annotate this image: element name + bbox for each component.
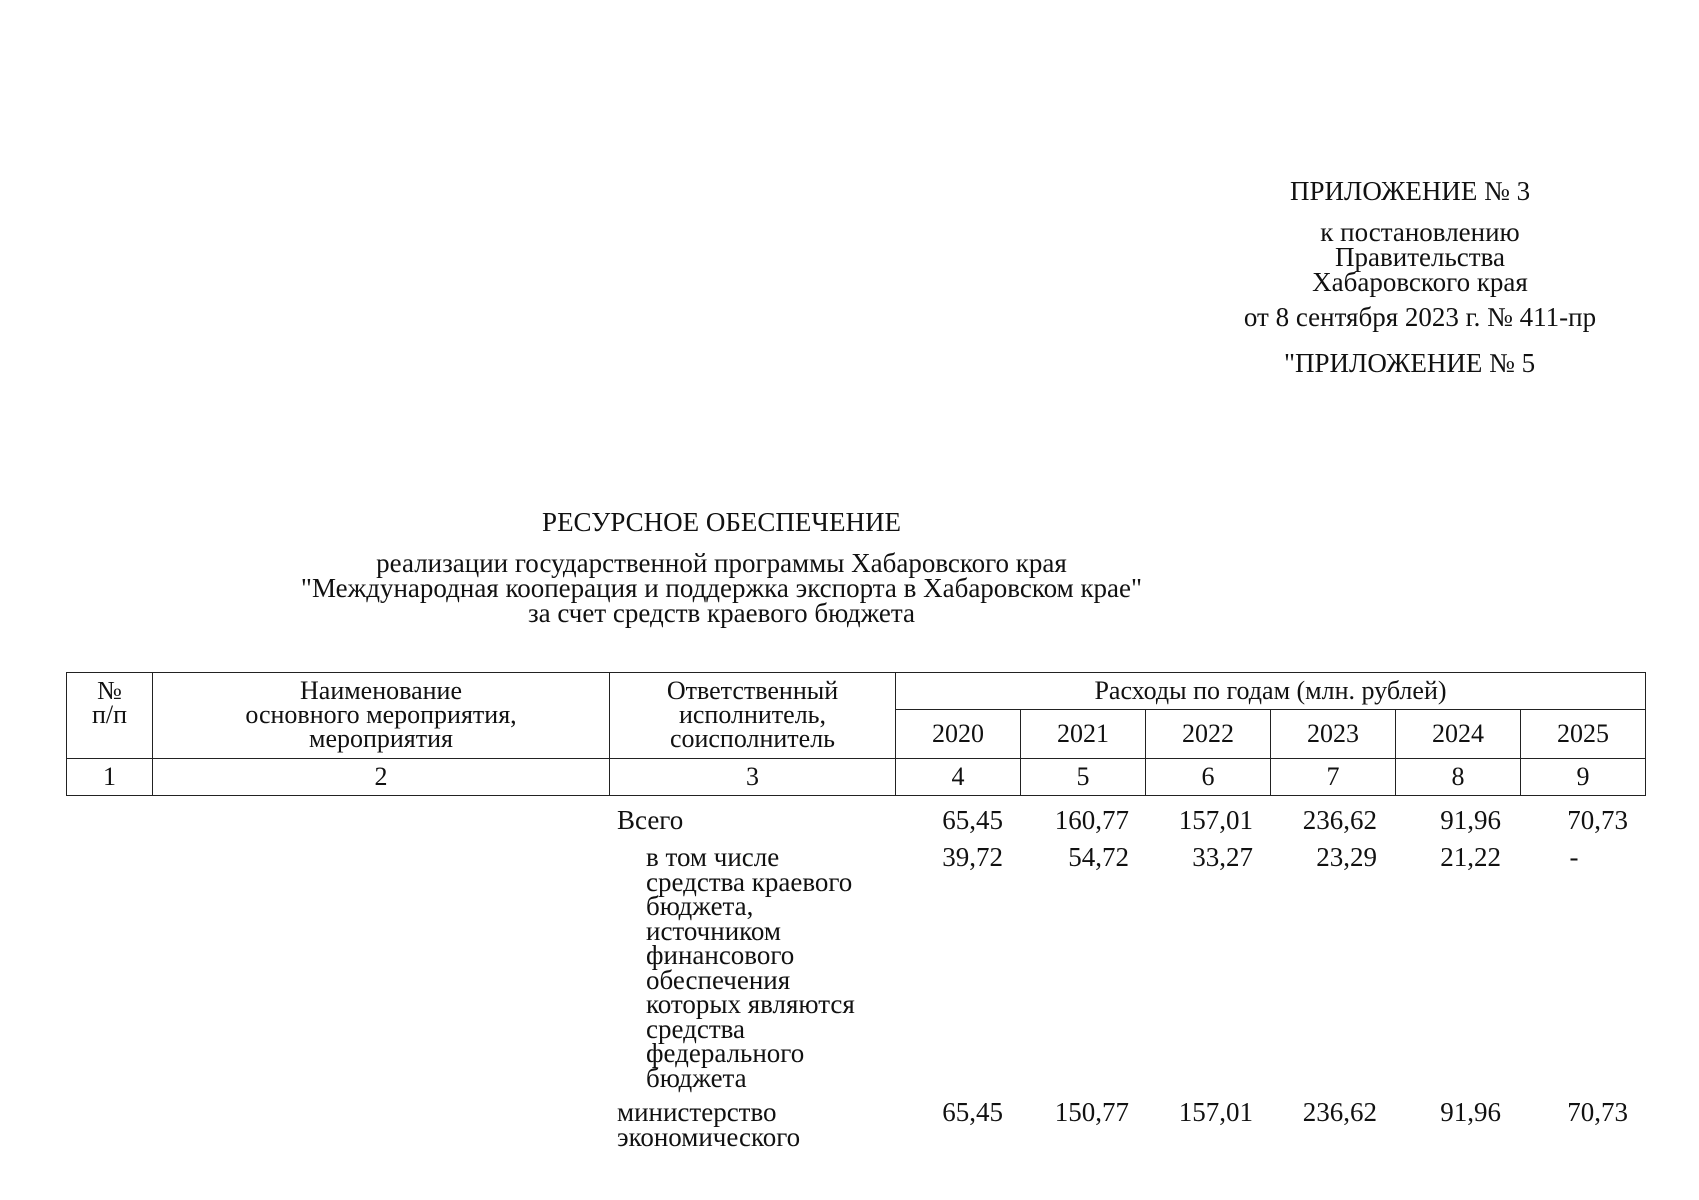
row-label-line: средства краевого [646, 866, 853, 897]
row-value: 65,45 [942, 805, 1003, 835]
row-value: 157,01 [1178, 1097, 1253, 1127]
appendix-reference-line: Правительства [1335, 242, 1505, 272]
appendix-reference-line: Хабаровского края [1312, 267, 1528, 297]
row-value: 150,77 [1054, 1097, 1129, 1127]
row-label-line: бюджета [646, 1062, 747, 1093]
heading-subtitle [0, 548, 1571, 628]
row-label-line: федерального [646, 1038, 805, 1068]
heading-main: РЕСУРСНОЕ ОБЕСПЕЧЕНИЕ [542, 507, 901, 537]
column-index: 7 [1271, 759, 1396, 796]
row-value: 23,29 [1316, 842, 1377, 872]
column-index: 6 [1146, 759, 1271, 796]
column-index: 8 [1396, 759, 1521, 796]
row-label-line: финансового [646, 940, 795, 970]
resource-table-header [66, 672, 1646, 796]
row-label-line: обеспечения [646, 964, 791, 995]
row-label [646, 842, 916, 1093]
row-label-line: в том числе [646, 842, 780, 872]
heading-subtitle-line: реализации государственной программы Хабаровского края [376, 548, 1067, 578]
row-label-line: министерство [617, 1097, 777, 1127]
column-index: 2 [153, 759, 610, 796]
appendix-reference [1180, 217, 1660, 297]
row-value: 91,96 [1440, 1097, 1501, 1127]
row-value: 236,62 [1302, 1097, 1377, 1127]
header-name [153, 673, 610, 759]
heading-subtitle-line: за счет средств краевого бюджета [527, 598, 916, 628]
header-name-line: Наименование [300, 676, 462, 705]
header-responsible-line: Ответственный [666, 676, 839, 705]
header-num [67, 673, 153, 759]
column-index: 5 [1021, 759, 1146, 796]
row-label-line: источником [646, 915, 781, 946]
row-label-line: средства [646, 1013, 746, 1044]
row-label [617, 805, 887, 835]
row-value: 21,22 [1440, 842, 1501, 872]
appendix-title: ПРИЛОЖЕНИЕ № 3 [1290, 176, 1531, 206]
row-value: - [1569, 842, 1579, 872]
header-year: 2020 [896, 710, 1021, 759]
header-expenses: Расходы по годам (млн. рублей) [896, 673, 1646, 710]
row-value: 157,01 [1178, 805, 1253, 835]
row-value: 33,27 [1192, 842, 1253, 872]
row-value: 70,73 [1567, 805, 1628, 835]
row-value: 160,77 [1054, 805, 1129, 835]
header-year: 2024 [1396, 710, 1521, 759]
header-year: 2023 [1271, 710, 1396, 759]
row-value: 236,62 [1302, 805, 1377, 835]
header-responsible-line: соисполнитель [669, 724, 836, 753]
appendix-reference-line: к постановлению [1320, 217, 1520, 247]
row-value: 91,96 [1440, 805, 1501, 835]
column-index: 4 [896, 759, 1021, 796]
row-value: 39,72 [942, 842, 1003, 872]
row-label-line: которых являются [646, 989, 855, 1019]
header-name-line: основного мероприятия, [245, 700, 517, 729]
row-label-line: Всего [617, 805, 684, 835]
row-label [617, 1097, 887, 1152]
row-label-line: бюджета, [646, 891, 754, 921]
header-year: 2025 [1521, 710, 1646, 759]
row-value: 54,72 [1068, 842, 1129, 872]
header-year: 2022 [1146, 710, 1271, 759]
header-responsible [610, 673, 896, 759]
header-num-line: п/п [91, 700, 128, 729]
row-value: 65,45 [942, 1097, 1003, 1127]
header-name-line: мероприятия [308, 724, 453, 753]
column-index: 3 [610, 759, 896, 796]
header-year: 2021 [1021, 710, 1146, 759]
row-value: 70,73 [1567, 1097, 1628, 1127]
column-index: 1 [67, 759, 153, 796]
annex-5-title: "ПРИЛОЖЕНИЕ № 5 [1284, 348, 1536, 378]
header-num-line: № [97, 676, 122, 705]
column-index: 9 [1521, 759, 1646, 796]
appendix-date: от 8 сентября 2023 г. № 411-пр [1243, 302, 1597, 332]
header-responsible-line: исполнитель, [678, 700, 827, 729]
heading-subtitle-line: "Международная кооперация и поддержка экспорта в Хабаровском крае" [300, 573, 1143, 603]
row-label-line: экономического [617, 1121, 801, 1152]
